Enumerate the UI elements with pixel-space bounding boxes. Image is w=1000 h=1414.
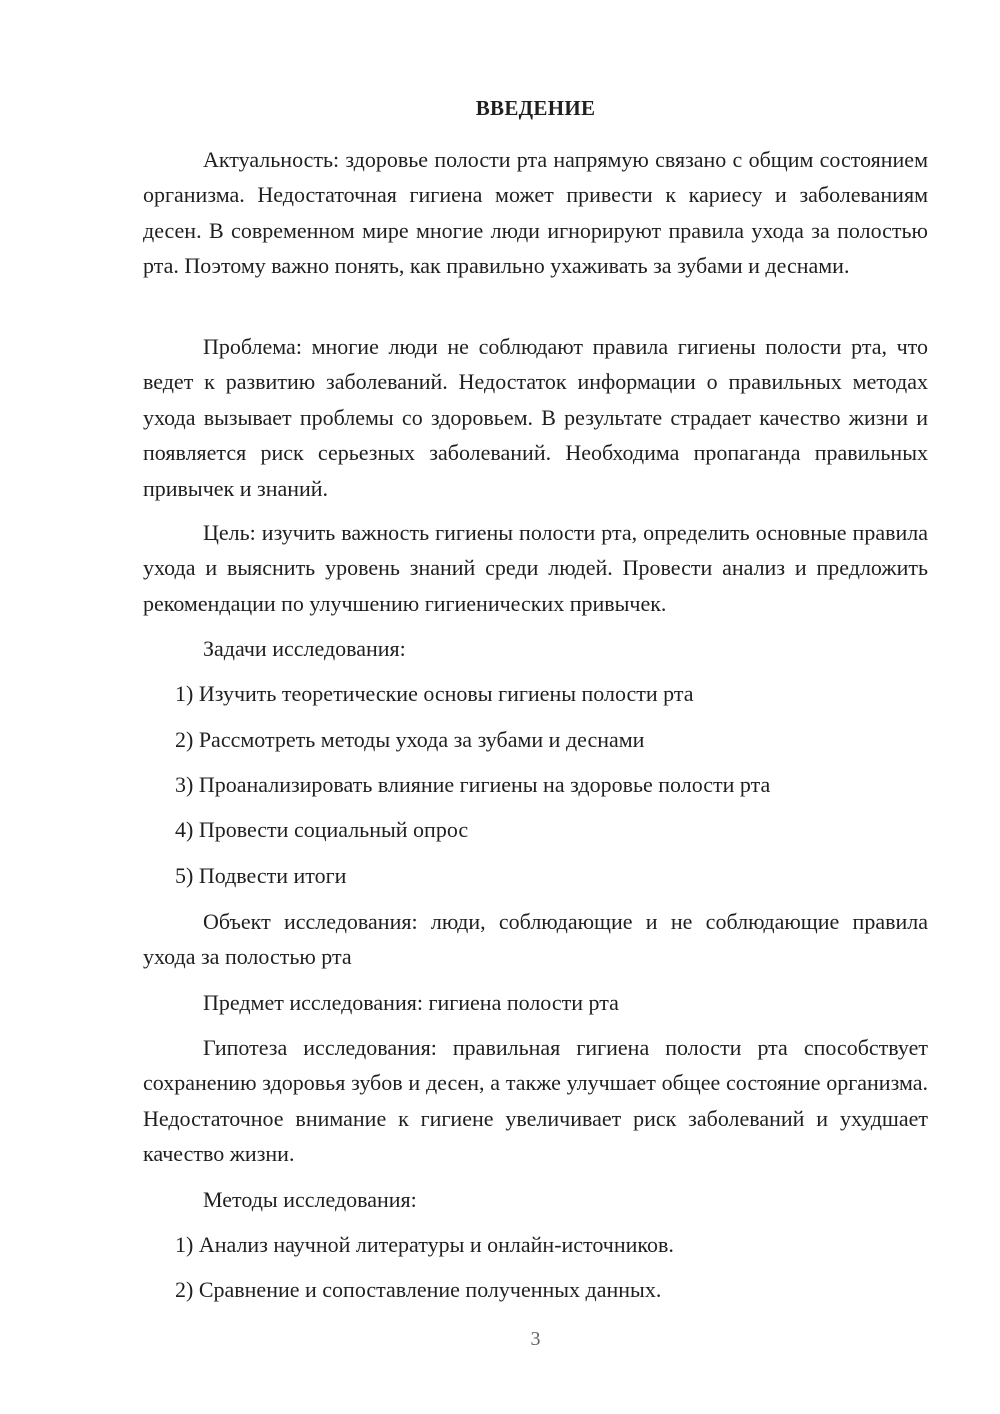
task-item: 4) Провести социальный опрос (175, 817, 469, 842)
subject-paragraph: Предмет исследования: гигиена полости рта (203, 990, 619, 1015)
method-item: 1) Анализ научной литературы и онлайн-источников. (175, 1232, 674, 1257)
object-paragraph: Объект исследования: люди, соблюдающие и не соблюдающие правила ухода за полостью рта (143, 909, 928, 970)
task-item: 5) Подвести итоги (175, 863, 347, 888)
goal-paragraph: Цель: изучить важность гигиены полости рта, определить основные правила ухода и выяснить уровень знаний среди людей. Провести анализ и предложить рекомендации по улучшению гигиенических привычек. (143, 520, 928, 616)
task-item: 2) Рассмотреть методы ухода за зубами и деснами (175, 727, 645, 752)
method-item: 2) Сравнение и сопоставление полученных данных. (175, 1277, 662, 1302)
section-heading: ВВЕДЕНИЕ (475, 96, 596, 120)
task-item: 3) Проанализировать влияние гигиены на здоровье полости рта (175, 772, 771, 797)
page-number: 3 (530, 1328, 541, 1350)
hypothesis-paragraph: Гипотеза исследования: правильная гигиена полости рта способствует сохранению здоровья зубов и десен, а также улучшает общее состояние организма. Недостаточное внимание к гигиене увеличивает риск заболеваний и ухудшает качество жизни. (143, 1035, 928, 1167)
problem-paragraph: Проблема: многие люди не соблюдают правила гигиены полости рта, что ведет к развитию заболеваний. Недостаток информации о правильных методах ухода вызывает проблемы со здоровьем. В результате страдает качество жизни и появляется риск серьезных заболеваний. Необходима пропаганда правильных привычек и знаний. (143, 334, 928, 501)
task-item: 1) Изучить теоретические основы гигиены полости рта (175, 681, 694, 706)
relevance-paragraph: Актуальность: здоровье полости рта напрямую связано с общим состоянием организма. Недостаточная гигиена может привести к кариесу и заболеваниям десен. В современном мире многие люди игнорируют правила ухода за полостью рта. Поэтому важно понять, как правильно ухаживать за зубами и деснами. (143, 147, 928, 279)
methods-heading: Методы исследования: (203, 1187, 417, 1212)
tasks-heading: Задачи исследования: (203, 636, 406, 661)
